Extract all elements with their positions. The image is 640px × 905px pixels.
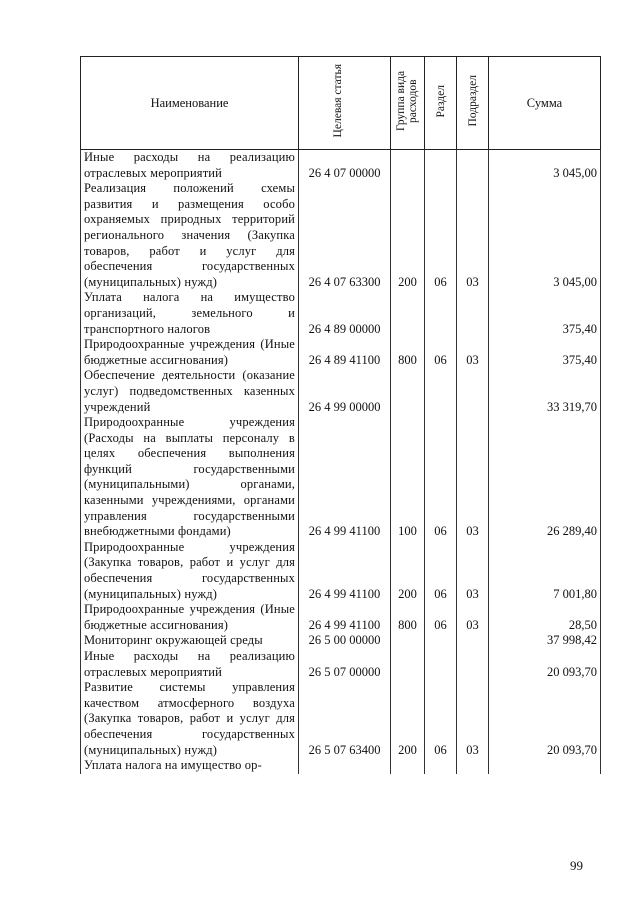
- row-name: Мониторинг окружающей среды: [81, 633, 299, 649]
- row-section: 06: [425, 181, 457, 290]
- row-expense-group: [391, 649, 425, 680]
- row-name: Уплата налога на имущество ор-: [81, 758, 299, 774]
- row-section: [425, 649, 457, 680]
- row-expense-group: [391, 368, 425, 415]
- row-name: Развитие системы управления качеством атмосферного воздуха (Закупка товаров, работ и услуг для обеспечения государственных (муниципальных) нужд): [81, 680, 299, 758]
- row-amount: 3 045,00: [489, 181, 601, 290]
- row-target-item: 26 4 99 00000: [299, 368, 391, 415]
- table-body: [81, 150, 601, 774]
- table-row: [81, 290, 601, 337]
- row-target-item: 26 5 07 63400: [299, 680, 391, 758]
- row-amount: 20 093,70: [489, 680, 601, 758]
- row-expense-group: [391, 150, 425, 182]
- row-target-item: 26 5 00 00000: [299, 633, 391, 649]
- row-name: Природоохранные учреждения (Расходы на выплаты персоналу в целях обеспечения выполнения функций государственными (муниципальными) органами, казенными учреждениями, органами управления государственными внебюджетными фондами): [81, 415, 299, 540]
- row-expense-group: 100: [391, 415, 425, 540]
- table-row: [81, 602, 601, 633]
- row-section: 06: [425, 602, 457, 633]
- table-row: [81, 337, 601, 368]
- table-row: [81, 540, 601, 602]
- table-row: [81, 633, 601, 649]
- row-subsection: 03: [457, 181, 489, 290]
- row-expense-group: 200: [391, 540, 425, 602]
- row-target-item: 26 4 99 41100: [299, 540, 391, 602]
- table-row: [81, 181, 601, 290]
- row-subsection: 03: [457, 602, 489, 633]
- row-name: Уплата налога на имущество организаций, земельного и транспортного налогов: [81, 290, 299, 337]
- row-subsection: [457, 368, 489, 415]
- row-subsection: 03: [457, 337, 489, 368]
- row-amount: 33 319,70: [489, 368, 601, 415]
- table-row: [81, 758, 601, 774]
- row-name: Реализация положений схемы развития и размещения особо охраняемых природных территорий регионального значения (Закупка товаров, работ и услуг для обеспечения государственных (муниципальных) нужд): [81, 181, 299, 290]
- row-subsection: [457, 758, 489, 774]
- row-subsection: [457, 649, 489, 680]
- row-section: 06: [425, 415, 457, 540]
- row-section: [425, 368, 457, 415]
- row-amount: 28,50: [489, 602, 601, 633]
- row-section: 06: [425, 337, 457, 368]
- row-subsection: [457, 150, 489, 182]
- row-target-item: 26 4 99 41100: [299, 602, 391, 633]
- row-section: [425, 290, 457, 337]
- row-name: Обеспечение деятельности (оказание услуг) подведомственных казенных учреждений: [81, 368, 299, 415]
- row-target-item: 26 4 99 41100: [299, 415, 391, 540]
- row-subsection: 03: [457, 540, 489, 602]
- row-target-item: 26 4 07 00000: [299, 150, 391, 182]
- row-amount: 37 998,42: [489, 633, 601, 649]
- row-target-item: 26 4 07 63300: [299, 181, 391, 290]
- row-amount: 375,40: [489, 290, 601, 337]
- row-expense-group: [391, 758, 425, 774]
- row-target-item: 26 4 89 00000: [299, 290, 391, 337]
- row-amount: 20 093,70: [489, 649, 601, 680]
- table-header-row: [81, 57, 601, 150]
- row-target-item: [299, 758, 391, 774]
- row-section: [425, 150, 457, 182]
- table-row: [81, 649, 601, 680]
- row-expense-group: [391, 633, 425, 649]
- table-row: [81, 150, 601, 182]
- row-section: 06: [425, 680, 457, 758]
- table-row: [81, 680, 601, 758]
- row-subsection: [457, 633, 489, 649]
- row-amount: [489, 758, 601, 774]
- row-name: Природоохранные учреждения (Закупка товаров, работ и услуг для обеспечения государственных (муниципальных) нужд): [81, 540, 299, 602]
- table-row: [81, 415, 601, 540]
- row-amount: 375,40: [489, 337, 601, 368]
- header-amount: Сумма: [489, 57, 601, 150]
- row-target-item: 26 5 07 00000: [299, 649, 391, 680]
- row-amount: 3 045,00: [489, 150, 601, 182]
- row-expense-group: [391, 290, 425, 337]
- row-section: [425, 758, 457, 774]
- row-subsection: 03: [457, 415, 489, 540]
- row-name: Иные расходы на реализацию отраслевых мероприятий: [81, 649, 299, 680]
- row-expense-group: 800: [391, 337, 425, 368]
- header-section: Раздел: [425, 57, 457, 150]
- row-subsection: 03: [457, 680, 489, 758]
- row-amount: 7 001,80: [489, 540, 601, 602]
- budget-table: [80, 56, 601, 774]
- row-expense-group: 200: [391, 181, 425, 290]
- row-name: Природоохранные учреждения (Иные бюджетные ассигнования): [81, 602, 299, 633]
- header-subsection: Подраздел: [457, 57, 489, 150]
- row-expense-group: 200: [391, 680, 425, 758]
- row-expense-group: 800: [391, 602, 425, 633]
- row-name: Иные расходы на реализацию отраслевых мероприятий: [81, 150, 299, 182]
- row-subsection: [457, 290, 489, 337]
- row-section: [425, 633, 457, 649]
- row-target-item: 26 4 89 41100: [299, 337, 391, 368]
- header-expense-group: Группа вида расходов: [391, 57, 425, 150]
- row-name: Природоохранные учреждения (Иные бюджетные ассигнования): [81, 337, 299, 368]
- table-row: [81, 368, 601, 415]
- header-target-item: Целевая статья: [299, 57, 391, 150]
- row-section: 06: [425, 540, 457, 602]
- page-number: 99: [570, 858, 583, 873]
- header-name: Наименование: [81, 57, 299, 150]
- row-amount: 26 289,40: [489, 415, 601, 540]
